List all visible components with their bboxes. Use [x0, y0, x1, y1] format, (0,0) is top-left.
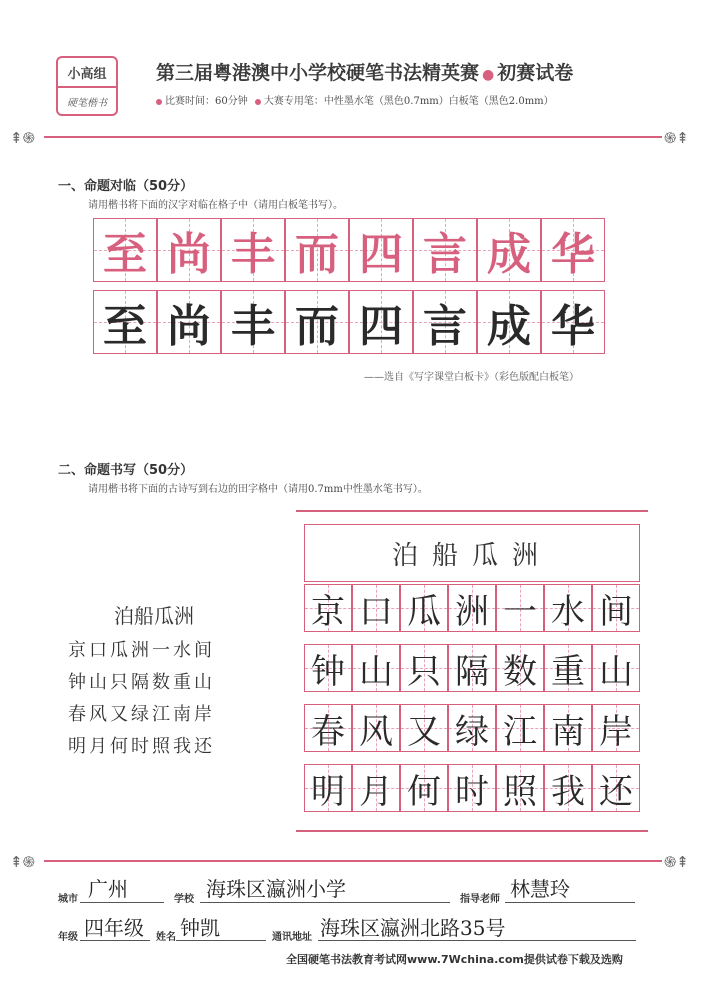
poem-title: 泊船瓜洲	[114, 604, 194, 628]
copy-cell: 华	[541, 290, 605, 354]
model-cell: 成	[477, 218, 541, 282]
bullet-icon	[255, 99, 261, 105]
exam-info	[156, 92, 554, 107]
city-label: 城市	[58, 894, 78, 905]
ornament-left-icon: ⇞֍	[10, 853, 35, 871]
school-label: 学校	[174, 894, 194, 905]
title-suffix: 初赛试卷	[497, 62, 574, 84]
name-value: 钟凯	[180, 916, 220, 940]
footer-text: 全国硬笔书法教育考试网www.7Wchina.com提供试卷下载及选购	[286, 953, 623, 966]
badge-style-label: 硬笔楷书	[67, 97, 107, 109]
grid-row	[304, 704, 640, 752]
grid-cell: 江	[496, 704, 544, 752]
grid-cell: 岸	[592, 704, 640, 752]
name-line	[176, 940, 266, 941]
grid-cell: 何	[400, 764, 448, 812]
grid-cell: 山	[592, 644, 640, 692]
city-value: 广州	[88, 877, 128, 901]
grade-label: 年级	[58, 932, 78, 943]
address-value: 海珠区瀛洲北路35号	[320, 916, 506, 940]
poem-title-box: 泊船瓜洲	[304, 524, 640, 582]
grid-cell: 口	[352, 584, 400, 632]
address-label: 通讯地址	[272, 932, 312, 943]
address-line	[318, 940, 636, 941]
grid-cell: 钟	[304, 644, 352, 692]
grid-cell: 京	[304, 584, 352, 632]
grid-cell: 间	[592, 584, 640, 632]
copy-cell: 至	[93, 290, 157, 354]
ornament-left-icon: ⇞֍	[10, 129, 35, 147]
copy-cell: 而	[285, 290, 349, 354]
copy-cell: 言	[413, 290, 477, 354]
grid-cell: 水	[544, 584, 592, 632]
poem-line: 春风又绿江南岸	[68, 704, 215, 725]
grid-cell: 瓜	[400, 584, 448, 632]
grid-row	[304, 584, 640, 632]
model-cell: 而	[285, 218, 349, 282]
title-main: 第三届粤港澳中小学校硬笔书法精英赛	[156, 62, 480, 84]
copy-cell: 四	[349, 290, 413, 354]
ornament-right-icon: ֍⇞	[664, 129, 689, 147]
teacher-label: 指导老师	[460, 894, 500, 905]
writing-frame	[296, 510, 648, 832]
school-value: 海珠区瀛洲小学	[206, 877, 346, 901]
model-chars-row	[93, 218, 605, 282]
poem-line: 钟山只隔数重山	[68, 672, 215, 693]
badge-group-label: 小高组	[58, 58, 116, 88]
grid-cell: 南	[544, 704, 592, 752]
divider-bottom	[44, 860, 662, 862]
grid-row	[304, 764, 640, 812]
group-badge	[56, 56, 118, 116]
section1-heading: 一、命题对临（50分）	[58, 179, 194, 194]
grid-cell: 风	[352, 704, 400, 752]
copy-cell: 丰	[221, 290, 285, 354]
copy-cell: 尚	[157, 290, 221, 354]
grid-cell: 山	[352, 644, 400, 692]
grid-cell: 还	[592, 764, 640, 812]
grid-cell: 隔	[448, 644, 496, 692]
section2-heading: 二、命题书写（50分）	[58, 463, 194, 478]
teacher-value: 林慧玲	[510, 877, 570, 901]
title-dot-icon: ●	[482, 67, 495, 83]
grid-cell: 照	[496, 764, 544, 812]
bullet-icon	[156, 99, 162, 105]
teacher-line	[505, 902, 635, 903]
grid-cell: 重	[544, 644, 592, 692]
model-cell: 言	[413, 218, 477, 282]
grid-cell: 洲	[448, 584, 496, 632]
section2-instruction: 请用楷书将下面的古诗写到右边的田字格中（请用0.7mm中性墨水笔书写）。	[88, 484, 428, 495]
city-line	[80, 902, 164, 903]
grade-line	[80, 940, 150, 941]
grid-cell: 数	[496, 644, 544, 692]
model-cell: 尚	[157, 218, 221, 282]
school-line	[200, 902, 450, 903]
grid-row	[304, 644, 640, 692]
name-label: 姓名	[156, 932, 176, 943]
grid-cell: 一	[496, 584, 544, 632]
frame-bottom-rule	[296, 830, 648, 832]
poem-line: 京口瓜洲一水间	[68, 640, 215, 661]
poem-line: 明月何时照我还	[68, 736, 215, 757]
model-cell: 丰	[221, 218, 285, 282]
model-cell: 四	[349, 218, 413, 282]
grid-cell: 绿	[448, 704, 496, 752]
model-cell: 至	[93, 218, 157, 282]
writing-grid	[304, 584, 640, 812]
grade-value: 四年级	[84, 916, 144, 940]
grid-cell: 明	[304, 764, 352, 812]
grid-cell: 时	[448, 764, 496, 812]
divider-top	[44, 136, 662, 138]
grid-cell: 只	[400, 644, 448, 692]
page-title	[156, 58, 573, 85]
frame-top-rule	[296, 510, 648, 512]
ornament-right-icon: ֍⇞	[664, 853, 689, 871]
copy-cell: 成	[477, 290, 541, 354]
exam-time: 比赛时间：60分钟	[165, 96, 248, 107]
section1-instruction: 请用楷书将下面的汉字对临在格子中（请用白板笔书写）。	[88, 200, 343, 211]
grid-cell: 月	[352, 764, 400, 812]
model-cell: 华	[541, 218, 605, 282]
grid-cell: 春	[304, 704, 352, 752]
grid-cell: 我	[544, 764, 592, 812]
grid-cell: 又	[400, 704, 448, 752]
exam-pen: 大赛专用笔：中性墨水笔（黑色0.7mm）白板笔（黑色2.0mm）	[263, 96, 554, 107]
copy-chars-row	[93, 290, 605, 354]
source-citation: ——选自《写字课堂白板卡》（彩色版配白板笔）	[364, 372, 579, 383]
